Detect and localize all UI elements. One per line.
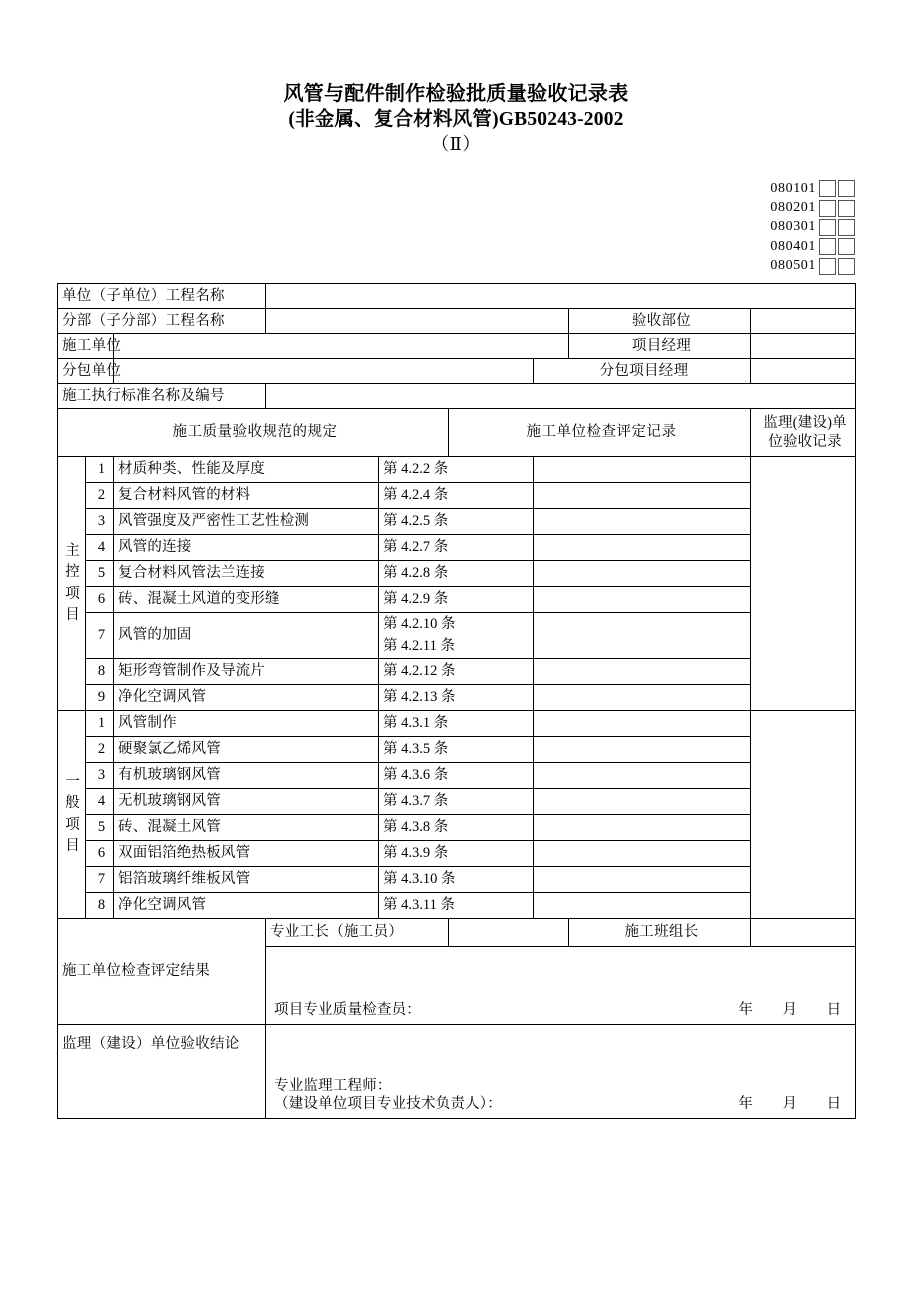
- label-execution-standard: 施工执行标准名称及编号: [58, 384, 266, 409]
- row-number: 7: [86, 613, 114, 659]
- field-construction-unit[interactable]: [114, 334, 569, 359]
- code-checkbox[interactable]: [819, 200, 836, 217]
- item-reference: [379, 613, 534, 659]
- table-row-subcontract-unit: [58, 359, 856, 384]
- item-description: 砖、混凝土风管: [114, 815, 379, 841]
- item-reference: 第 4.3.11 条: [379, 893, 534, 919]
- table-row-main-control-2: [58, 483, 856, 509]
- field-supervision-record-general[interactable]: [751, 711, 856, 919]
- field-construction-record[interactable]: [534, 457, 751, 483]
- field-subcontract-unit[interactable]: [114, 359, 534, 384]
- table-row-general-2: [58, 737, 856, 763]
- table-row-supervision-conclusion: [58, 1025, 856, 1119]
- code-checkbox[interactable]: [838, 200, 855, 217]
- label-quality-inspector: 项目专业质量检查员：: [274, 1002, 421, 1019]
- item-reference: 第 4.2.12 条: [379, 659, 534, 685]
- item-reference: 第 4.2.8 条: [379, 561, 534, 587]
- field-execution-standard[interactable]: [266, 384, 856, 409]
- code-checkbox[interactable]: [819, 180, 836, 197]
- item-description: 风管的加固: [114, 613, 379, 659]
- item-description: 矩形弯管制作及导流片: [114, 659, 379, 685]
- code-label: 080201: [770, 200, 816, 216]
- item-description: 复合材料风管的材料: [114, 483, 379, 509]
- row-number: 4: [86, 789, 114, 815]
- code-row: [770, 218, 855, 237]
- table-row-main-control-9: [58, 685, 856, 711]
- field-construction-record[interactable]: [534, 509, 751, 535]
- item-reference: 第 4.3.5 条: [379, 737, 534, 763]
- header-supervision-record-line2: 位验收记录: [768, 433, 842, 450]
- label-project-manager: 项目经理: [569, 334, 751, 359]
- header-supervision-record-line1: 监理(建设)单: [763, 414, 847, 431]
- label-subcontract-project-manager: 分包项目经理: [534, 359, 751, 384]
- label-construction-unit: 施工单位: [58, 334, 114, 359]
- label-foreman: 专业工长（施工员）: [266, 919, 449, 947]
- item-description: 净化空调风管: [114, 685, 379, 711]
- item-description: 材质种类、性能及厚度: [114, 457, 379, 483]
- item-reference-line2: 第 4.2.11 条: [383, 637, 455, 654]
- item-reference: 第 4.3.1 条: [379, 711, 534, 737]
- field-construction-record[interactable]: [534, 815, 751, 841]
- table-row-division-project: [58, 309, 856, 334]
- field-construction-record[interactable]: [534, 867, 751, 893]
- code-row: [770, 198, 855, 217]
- code-checkbox[interactable]: [819, 238, 836, 255]
- title-line-3: （Ⅱ）: [431, 133, 481, 154]
- table-row-unit-project: [58, 284, 856, 309]
- table-row-main-control-8: [58, 659, 856, 685]
- field-construction-record[interactable]: [534, 613, 751, 659]
- label-subcontract-unit: 分包单位: [58, 359, 114, 384]
- field-supervision-conclusion-signature[interactable]: [266, 1025, 856, 1119]
- table-row-general-1: [58, 711, 856, 737]
- item-reference: 第 4.3.8 条: [379, 815, 534, 841]
- table-row-general-4: [58, 789, 856, 815]
- inspection-form-table: [57, 283, 856, 1119]
- item-reference: 第 4.2.4 条: [379, 483, 534, 509]
- code-label: 080401: [770, 238, 816, 254]
- item-description: 无机玻璃钢风管: [114, 789, 379, 815]
- table-row-main-control-5: [58, 561, 856, 587]
- field-team-leader-name[interactable]: [751, 919, 856, 947]
- date-marks-construction: [738, 1001, 841, 1020]
- label-construction-result: 施工单位检查评定结果: [58, 919, 266, 1025]
- label-supervision-engineer: 专业监理工程师：: [274, 1078, 392, 1095]
- item-reference: 第 4.3.6 条: [379, 763, 534, 789]
- row-number: 3: [86, 763, 114, 789]
- table-row-execution-standard: [58, 384, 856, 409]
- field-construction-record[interactable]: [534, 535, 751, 561]
- code-checkbox[interactable]: [838, 238, 855, 255]
- code-row: [770, 179, 855, 198]
- code-checkbox[interactable]: [838, 258, 855, 275]
- date-year: 年: [738, 1002, 753, 1019]
- label-division-project-name: 分部（子分部）工程名称: [58, 309, 266, 334]
- table-row-main-control-4: [58, 535, 856, 561]
- row-number: 7: [86, 867, 114, 893]
- date-year: 年: [738, 1096, 753, 1113]
- row-number: 2: [86, 483, 114, 509]
- label-construction-tech-lead: （建设单位项目专业技术负责人）：: [274, 1096, 502, 1113]
- field-construction-result-signature[interactable]: [266, 947, 856, 1025]
- row-number: 5: [86, 815, 114, 841]
- item-reference: 第 4.2.9 条: [379, 587, 534, 613]
- item-reference: 第 4.3.9 条: [379, 841, 534, 867]
- label-acceptance-location: 验收部位: [569, 309, 751, 334]
- row-number: 6: [86, 841, 114, 867]
- field-construction-record[interactable]: [534, 561, 751, 587]
- row-number: 1: [86, 711, 114, 737]
- field-construction-record[interactable]: [534, 659, 751, 685]
- item-description: 净化空调风管: [114, 893, 379, 919]
- item-description: 风管的连接: [114, 535, 379, 561]
- code-row: [770, 257, 855, 276]
- header-spec-requirements: 施工质量验收规范的规定: [58, 409, 449, 457]
- row-number: 2: [86, 737, 114, 763]
- date-day: 日: [826, 1096, 842, 1113]
- code-checkbox[interactable]: [819, 219, 836, 236]
- item-description: 双面铝箔绝热板风管: [114, 841, 379, 867]
- row-number: 6: [86, 587, 114, 613]
- category-label-main-control-char: 主 控 项 目: [65, 543, 82, 623]
- item-reference: 第 4.2.2 条: [379, 457, 534, 483]
- category-label-general-items-char: 一 般 项 目: [65, 774, 82, 854]
- title-line-1: 风管与配件制作检验批质量验收记录表: [283, 83, 629, 105]
- date-month: 月: [782, 1096, 797, 1113]
- label-unit-project-name: 单位（子单位）工程名称: [58, 284, 266, 309]
- label-supervision-conclusion: 监理（建设）单位验收结论: [58, 1025, 266, 1119]
- field-construction-record[interactable]: [534, 893, 751, 919]
- row-number: 1: [86, 457, 114, 483]
- label-team-leader: 施工班组长: [569, 919, 751, 947]
- header-supervision-record: [751, 409, 856, 457]
- table-row-general-8: [58, 893, 856, 919]
- item-reference: 第 4.2.5 条: [379, 509, 534, 535]
- field-acceptance-location[interactable]: [751, 309, 856, 334]
- code-checkbox[interactable]: [819, 258, 836, 275]
- field-project-manager[interactable]: [751, 334, 856, 359]
- date-marks-supervision: [738, 1095, 841, 1114]
- code-label: 080301: [770, 219, 816, 235]
- page-title: [57, 82, 855, 156]
- item-description: 硬聚氯乙烯风管: [114, 737, 379, 763]
- field-construction-record[interactable]: [534, 763, 751, 789]
- field-construction-record[interactable]: [534, 789, 751, 815]
- table-row-construction-unit: [58, 334, 856, 359]
- table-row-column-headers: [58, 409, 856, 457]
- table-row-main-control-1: [58, 457, 856, 483]
- code-checkbox[interactable]: [838, 219, 855, 236]
- code-checkbox-block: [770, 179, 855, 276]
- field-unit-project-name[interactable]: [266, 284, 856, 309]
- code-checkbox[interactable]: [838, 180, 855, 197]
- item-reference: 第 4.3.7 条: [379, 789, 534, 815]
- field-construction-record[interactable]: [534, 587, 751, 613]
- field-construction-record[interactable]: [534, 737, 751, 763]
- item-description: 铝箔玻璃纤维板风管: [114, 867, 379, 893]
- item-reference: 第 4.2.7 条: [379, 535, 534, 561]
- table-row-general-3: [58, 763, 856, 789]
- table-row-main-control-7: [58, 613, 856, 659]
- category-label-general-items: [58, 711, 86, 919]
- field-foreman-name[interactable]: [449, 919, 569, 947]
- table-row-general-5: [58, 815, 856, 841]
- date-month: 月: [782, 1002, 797, 1019]
- header-construction-unit-record: 施工单位检查评定记录: [449, 409, 751, 457]
- item-reference-line1: 第 4.2.10 条: [383, 616, 456, 633]
- row-number: 8: [86, 893, 114, 919]
- code-label: 080501: [770, 258, 816, 274]
- item-description: 砖、混凝土风道的变形缝: [114, 587, 379, 613]
- item-description: 风管强度及严密性工艺性检测: [114, 509, 379, 535]
- row-number: 5: [86, 561, 114, 587]
- row-number: 9: [86, 685, 114, 711]
- table-row-main-control-6: [58, 587, 856, 613]
- table-row-main-control-3: [58, 509, 856, 535]
- item-description: 风管制作: [114, 711, 379, 737]
- code-label: 080101: [770, 180, 816, 196]
- field-construction-record[interactable]: [534, 711, 751, 737]
- field-construction-record[interactable]: [534, 483, 751, 509]
- row-number: 4: [86, 535, 114, 561]
- field-supervision-record-main[interactable]: [751, 457, 856, 711]
- field-construction-record[interactable]: [534, 685, 751, 711]
- table-row-foreman: [58, 919, 856, 947]
- item-reference: 第 4.2.13 条: [379, 685, 534, 711]
- title-line-2: (非金属、复合材料风管)GB50243-2002: [288, 108, 624, 130]
- field-construction-record[interactable]: [534, 841, 751, 867]
- row-number: 3: [86, 509, 114, 535]
- category-label-main-control: [58, 457, 86, 711]
- row-number: 8: [86, 659, 114, 685]
- item-reference: 第 4.3.10 条: [379, 867, 534, 893]
- code-row: [770, 237, 855, 256]
- date-day: 日: [826, 1002, 842, 1019]
- field-division-project-name[interactable]: [266, 309, 569, 334]
- item-description: 复合材料风管法兰连接: [114, 561, 379, 587]
- table-row-general-6: [58, 841, 856, 867]
- item-description: 有机玻璃钢风管: [114, 763, 379, 789]
- table-row-general-7: [58, 867, 856, 893]
- field-subcontract-project-manager[interactable]: [751, 359, 856, 384]
